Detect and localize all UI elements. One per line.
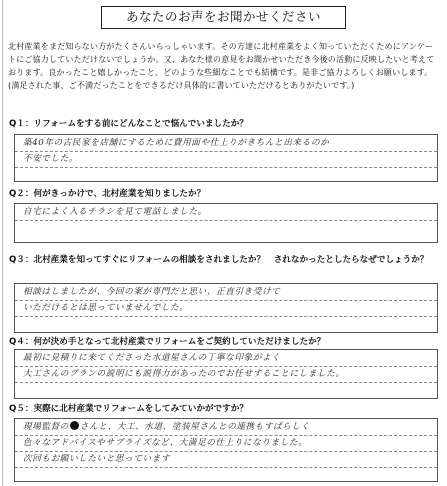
question-5-answer-box — [14, 418, 438, 482]
page-title: あなたのお声をお聞かせください — [101, 6, 346, 29]
answer-line — [15, 224, 437, 240]
question-5-label: Q５：実際に北村産業でリフォームをしてみていかがですか？ — [9, 404, 248, 414]
answer-line: 相談はしましたが、今回の案が専門だと思い、正直引き受けて — [15, 284, 437, 301]
answer-line — [15, 167, 437, 183]
answer-line: 次回もお願いしたいと思っています — [15, 451, 437, 468]
redaction-mark — [70, 421, 79, 430]
answer-line — [15, 382, 437, 398]
page-edge-line — [2, 0, 3, 486]
answer-line: 不安でした。 — [15, 151, 437, 168]
answer-line: 自宅によく入るチラシを見て電話しました。 — [15, 204, 437, 221]
question-3-label: Q３：北村産業を知ってすぐにリフォームの相談をされましたか？ されなかったとしたらなぜでしょうか？ — [9, 255, 429, 265]
answer-line — [15, 316, 437, 332]
answer-line: いただけるとは思っていませんでした。 — [15, 300, 437, 317]
question-1-answer-box — [14, 134, 438, 182]
answer-line: 最初に見積りに来てくださった水道屋さんの丁寧な印象がよく — [15, 350, 437, 367]
answer-line: 色々なアドバイスやサプライズなど、大満足の仕上りになりました。 — [15, 435, 437, 452]
answer-line: 築40年の古民家を店舗にするために費用面や仕上りがきちんと出来るのか — [15, 135, 437, 152]
answer-text: さんと、大工、水道、塗装屋さんとの連携もすばらしく — [79, 422, 310, 432]
intro-text: 北村産業をまだ知らない方がたくさんいらっしゃいます。その方達に北村産業をよく知っていただくためにアンケートにご協力していただけないでしょうか。又、あなた様の意見をお聞かせいただき今後の活動に反映したいと考えております。良かったこと嬉しかったこと、どのような些細なことでも結構です。是非ご協力よろしくお願いします。(満足された事、ご不満だったことをできるだけ具体的に書いていただけるとありがたいです。) — [8, 42, 435, 90]
question-3-answer-box — [14, 283, 438, 333]
question-1-label: Q１：リフォームをする前にどんなことで悩んでいましたか？ — [9, 119, 248, 129]
answer-line: 大工さんのプランの説明にも説得力があったのでお任せすることにしました。 — [15, 366, 437, 383]
answer-line — [15, 419, 437, 436]
question-4-answer-box — [14, 349, 438, 399]
answer-text: 現場監督の — [23, 422, 69, 432]
answer-line — [15, 467, 437, 483]
question-4-label: Q４：何が決め手となって北村産業でリフォームをご契約していただけましたか？ — [9, 337, 326, 347]
question-2-answer-box — [14, 203, 438, 243]
question-2-label: Q２：何がきっかけで、北村産業を知りましたか？ — [9, 189, 206, 199]
